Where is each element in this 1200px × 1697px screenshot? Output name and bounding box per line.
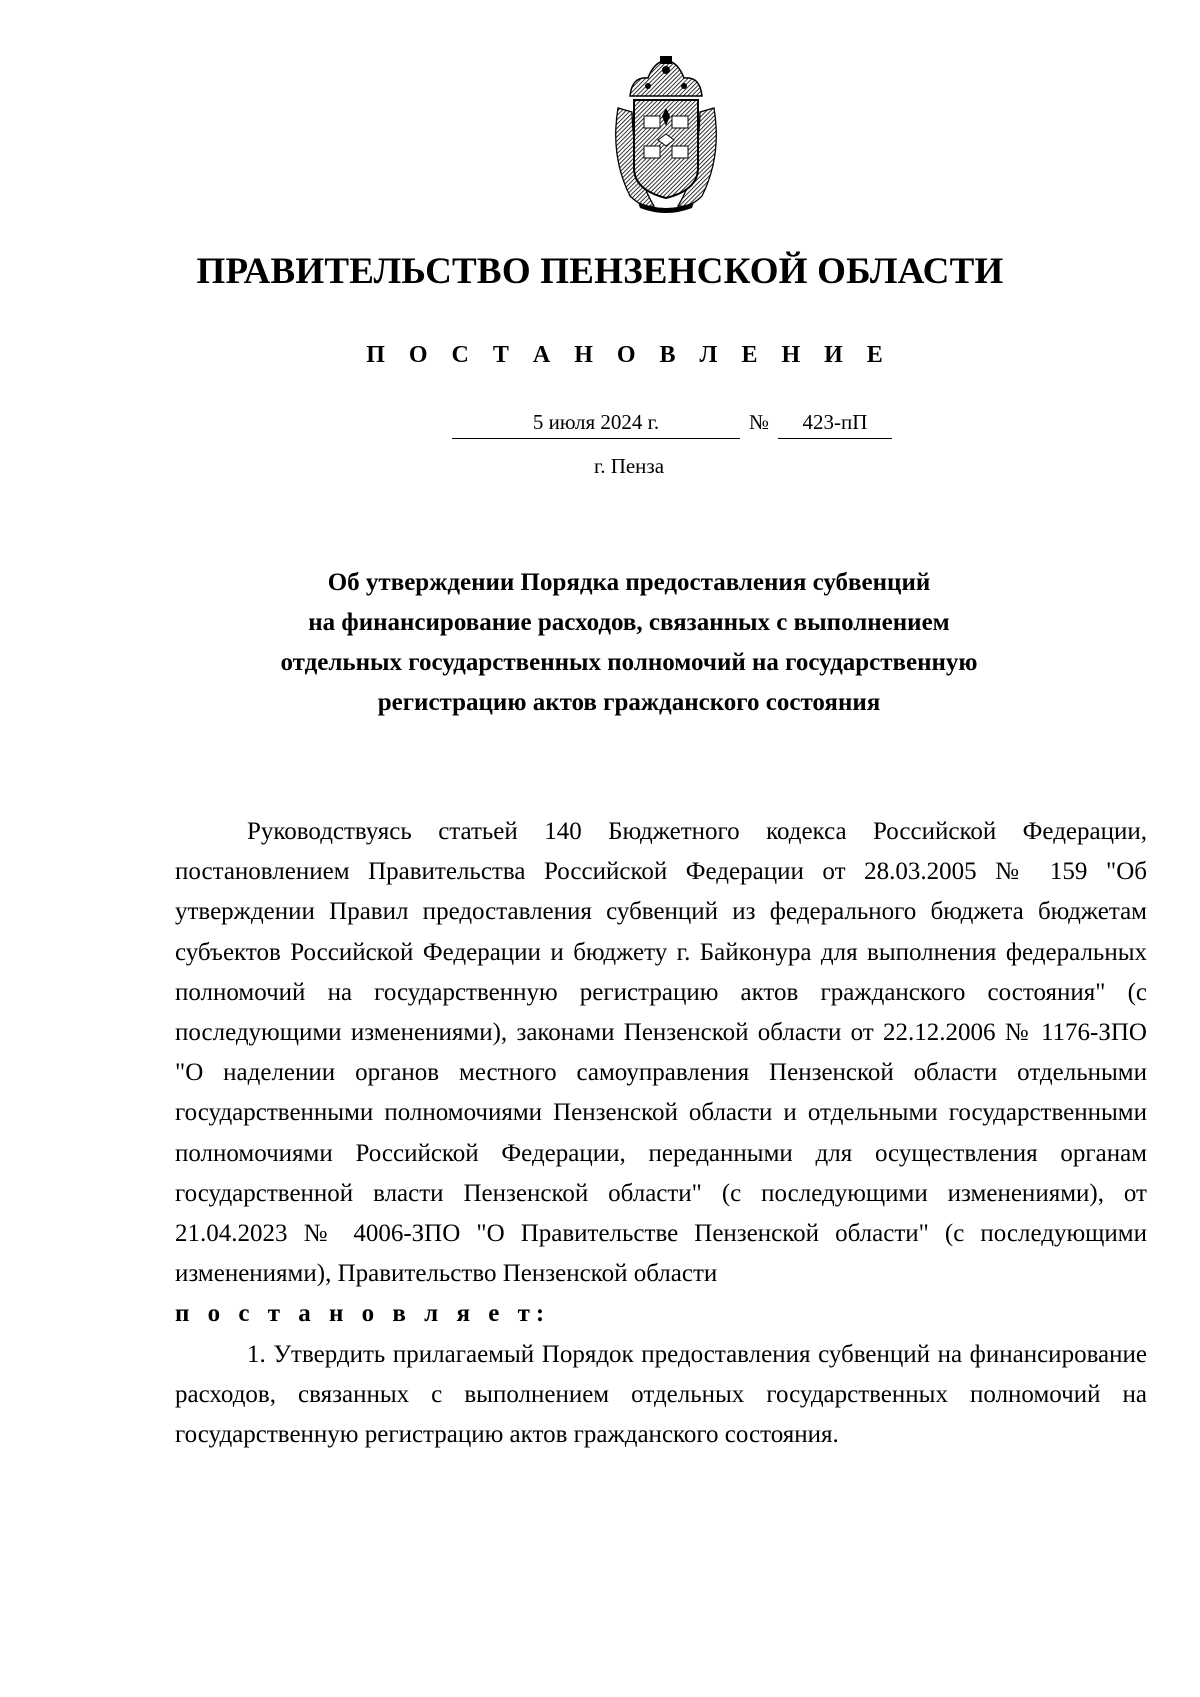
coat-of-arms-icon (608, 56, 724, 214)
document-number: 423-пП (778, 410, 892, 439)
document-date: 5 июля 2024 г. (452, 410, 740, 439)
preamble-paragraph: Руководствуясь статьей 140 Бюджетного кодекса Российской Федерации, постановлением Правительства Российской Федерации от 28.03.2005 № 159 "Об утверждении Правил предоставления субвенций из федерального бюджета бюджетам субъектов Российской Федерации и бюджету г. Байконура для выполнения федеральных полномочий на государственную регистрацию актов гражданского состояния" (с последующими изменениями), законами Пензенской области от 22.12.2006 № 1176-ЗПО "О наделении органов местного самоуправления Пензенской области отдельными государственными полномочиями Пензенской области и отдельными государственными полномочиями Российской Федерации, переданными для осуществления органам государственной власти Пензенской области" (с последующими изменениями), от 21.04.2023 № 4006-ЗПО "О Правительстве Пензенской области" (с последующими изменениями), Правительство Пензенской области (175, 818, 1147, 1288)
subject-line: на финансирование расходов, связанных с выполнением (308, 609, 950, 636)
document-type: П О С Т А Н О В Л Е Н И Е (366, 342, 892, 368)
document-subject (0, 563, 1200, 723)
date-number-line (0, 410, 1200, 444)
decree-word: п о с т а н о в л я е т: (175, 1300, 551, 1328)
item-1-paragraph: 1. Утвердить прилагаемый Порядок предоставления субвенций на финансирование расходов, связанных с выполнением отдельных государственных полномочий на государственную регистрацию актов гражданского состояния. (175, 1340, 1147, 1449)
document-body (175, 812, 1147, 1455)
city: г. Пенза (593, 454, 665, 478)
organization-title: ПРАВИТЕЛЬСТВО ПЕНЗЕНСКОЙ ОБЛАСТИ (196, 251, 1004, 292)
subject-line: регистрацию актов гражданского состояния (377, 689, 881, 716)
number-sign: № (748, 410, 770, 434)
subject-line: отдельных государственных полномочий на государственную (280, 649, 978, 676)
subject-line: Об утверждении Порядка предоставления субвенций (327, 569, 931, 596)
